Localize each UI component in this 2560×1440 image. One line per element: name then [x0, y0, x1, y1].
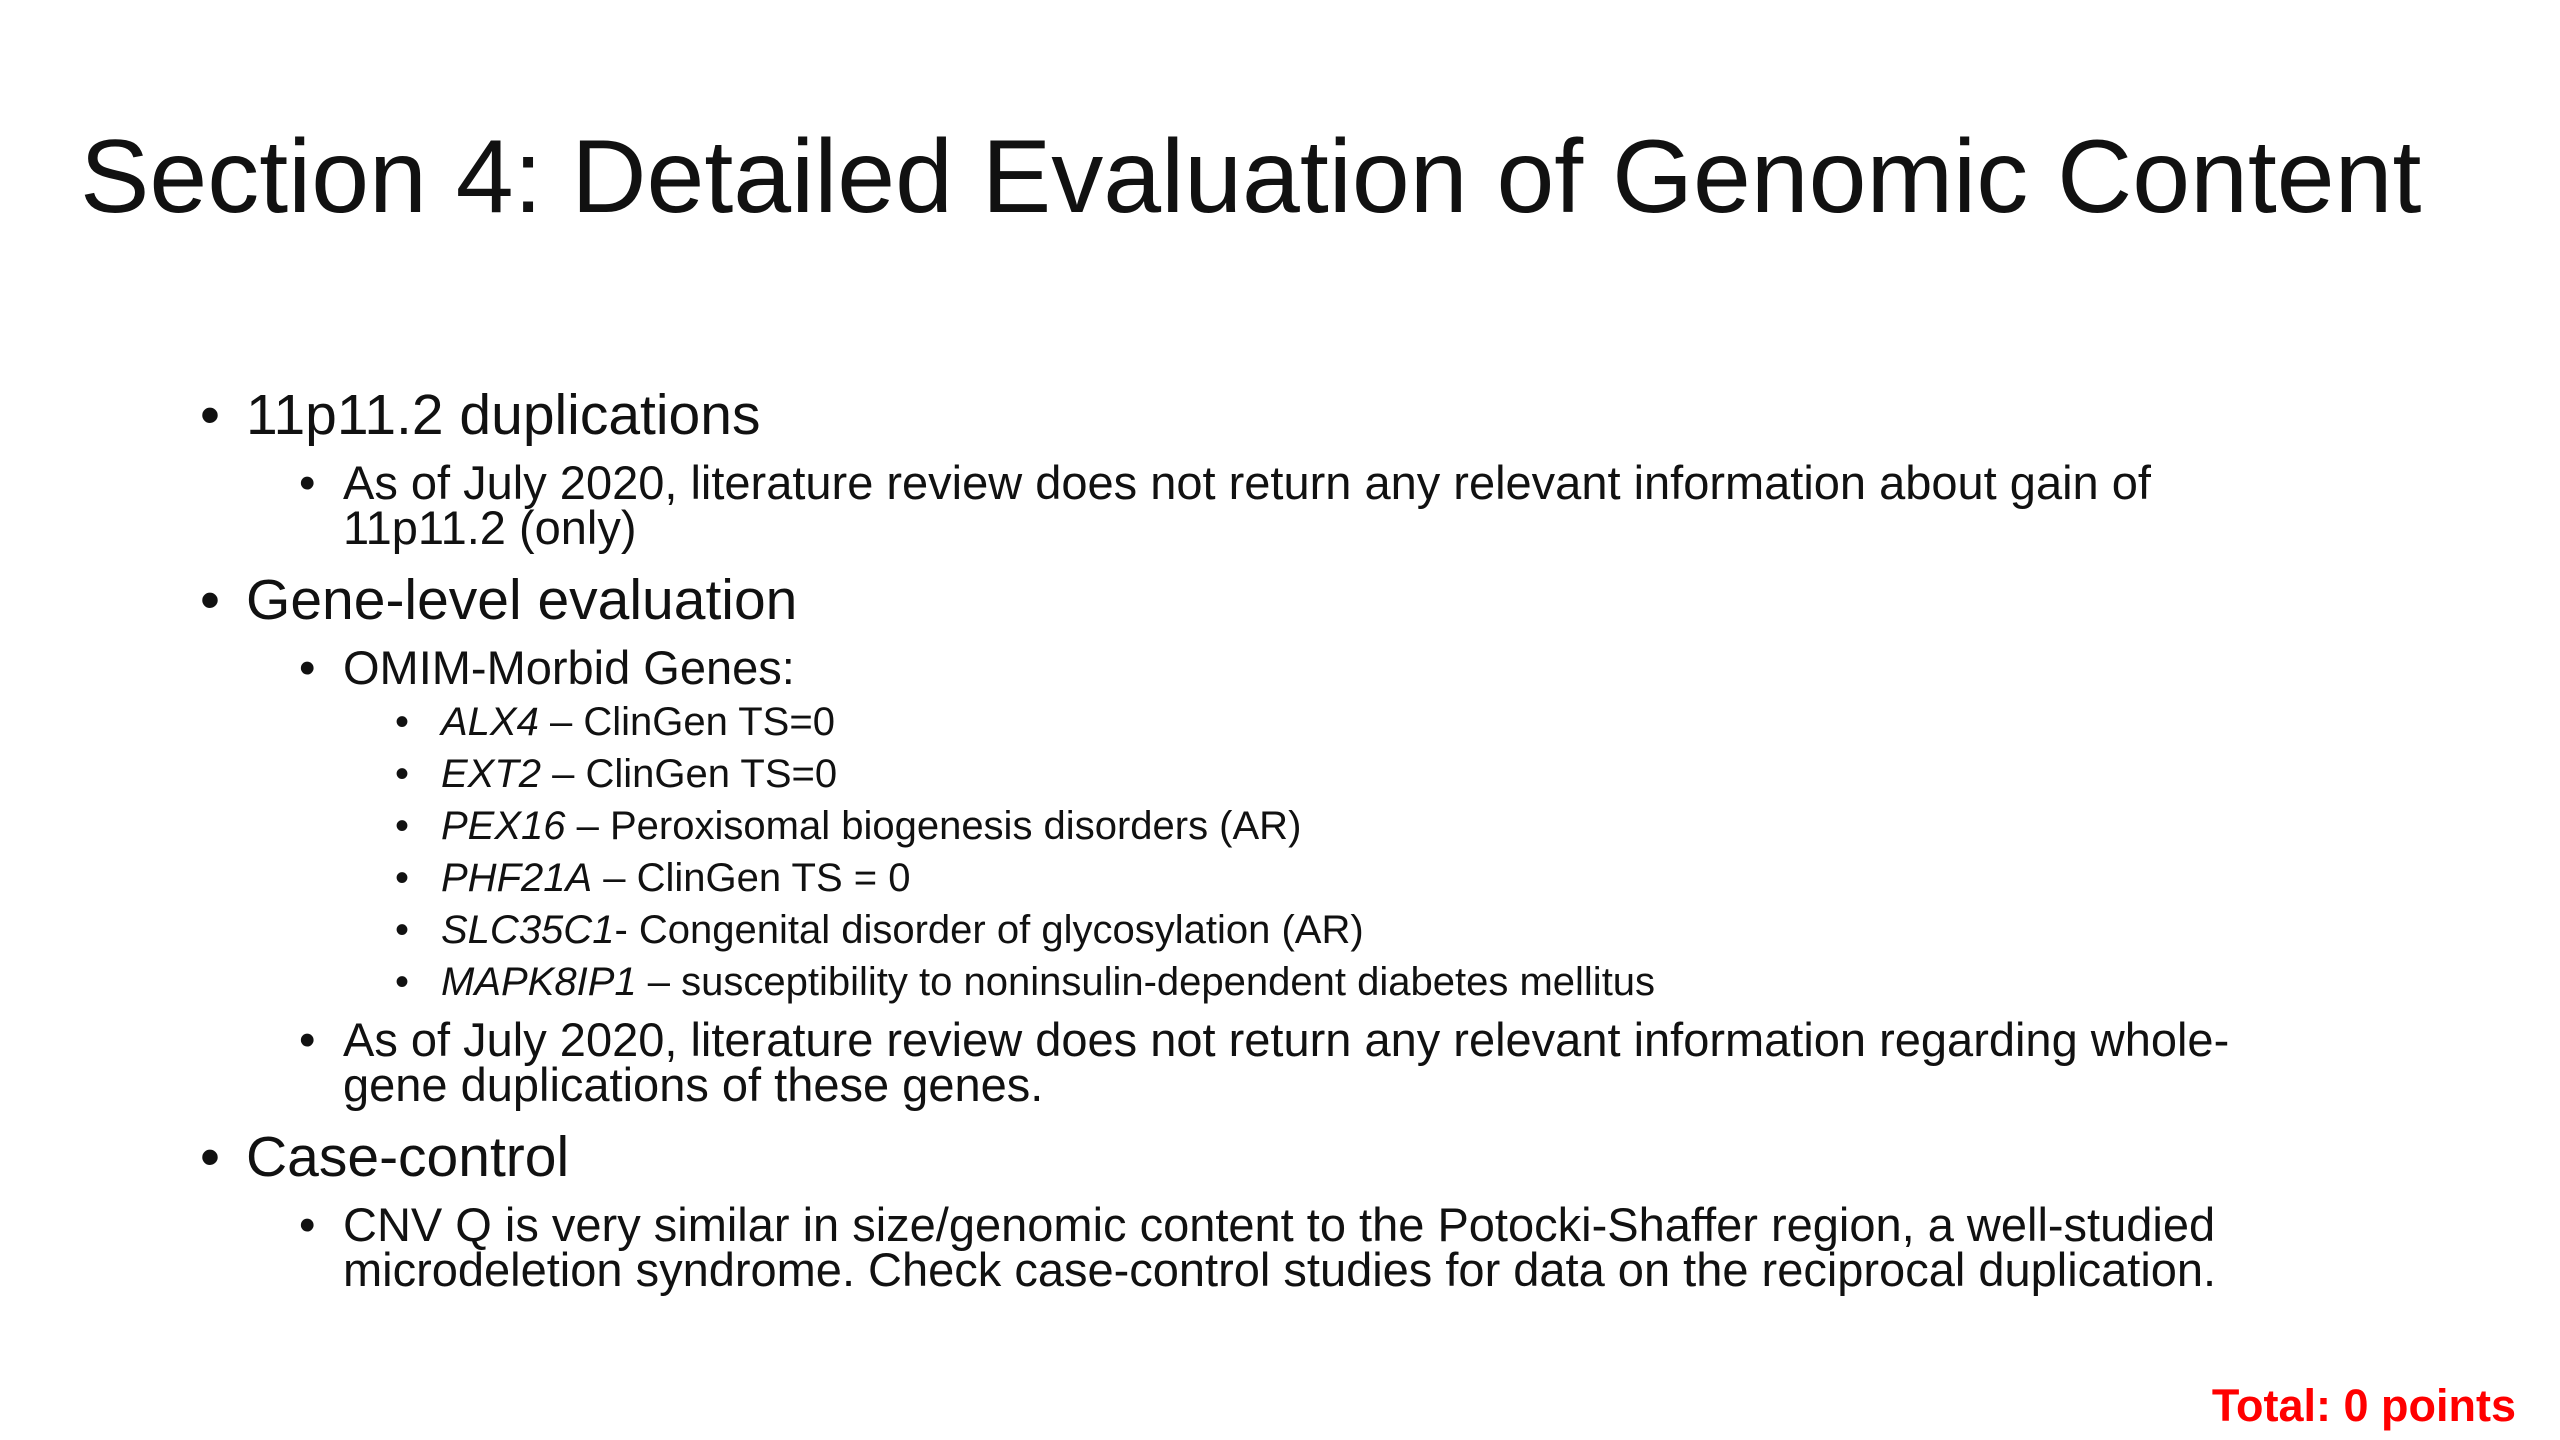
gene-note: – Peroxisomal biogenesis disorders (AR) [565, 804, 1302, 848]
bullet-text: 11p11.2 duplications [246, 383, 761, 447]
bullet-dot: • [395, 856, 410, 900]
bullet-text-line: microdeletion syndrome. Check case-control studies for data on the reciprocal duplication. [343, 1243, 2217, 1296]
total-points: Total: 0 points [2211, 1380, 2516, 1431]
gene-item-alx4 [395, 696, 835, 748]
gene-symbol: MAPK8IP1 [441, 960, 637, 1004]
bullet-dot: • [395, 804, 410, 848]
bullet-cnv-q-description [299, 1198, 2217, 1296]
bullet-dot: • [395, 700, 410, 744]
gene-item-pex16 [395, 800, 1302, 852]
gene-item-phf21a [395, 852, 911, 904]
bullet-dot: • [200, 568, 220, 632]
gene-item-ext2 [395, 748, 838, 800]
gene-note: - Congenital disorder of glycosylation (AR) [614, 908, 1364, 952]
bullet-text-line: As of July 2020, literature review does not return any relevant information about gain of [343, 456, 2151, 509]
bullet-case-control [200, 1125, 570, 1189]
gene-symbol: SLC35C1 [441, 908, 615, 952]
gene-note: – ClinGen TS=0 [541, 752, 838, 796]
bullet-text: Case-control [246, 1125, 570, 1189]
gene-item-slc35c1 [395, 904, 1364, 956]
gene-note: – ClinGen TS=0 [538, 700, 835, 744]
bullet-text: Gene-level evaluation [246, 568, 798, 632]
bullet-text-line: 11p11.2 (only) [343, 501, 637, 554]
bullet-dot: • [395, 960, 410, 1004]
gene-item-mapk8ip1 [395, 956, 1656, 1008]
gene-symbol: EXT2 [441, 752, 542, 796]
gene-symbol: PHF21A [441, 856, 593, 900]
bullet-literature-review-whole-gene [299, 1013, 2230, 1111]
slide-title: Section 4: Detailed Evaluation of Genomic Content [80, 119, 2422, 235]
gene-note: – susceptibility to noninsulin-dependent diabetes mellitus [636, 960, 1656, 1004]
bullet-dot: • [299, 1198, 316, 1251]
bullet-dot: • [299, 456, 316, 509]
gene-symbol: PEX16 [441, 804, 566, 848]
bullet-text-line: As of July 2020, literature review does not return any relevant information regarding whole- [343, 1013, 2230, 1066]
gene-note: – ClinGen TS = 0 [592, 856, 911, 900]
gene-symbol: ALX4 [441, 700, 539, 744]
bullet-text: OMIM-Morbid Genes: [343, 641, 795, 694]
bullet-dot: • [200, 383, 220, 447]
bullet-literature-review-gain [299, 456, 2151, 554]
bullet-gene-level-evaluation [200, 568, 798, 632]
bullet-dot: • [200, 1125, 220, 1189]
bullet-dot: • [299, 1013, 316, 1066]
bullet-dot: • [299, 641, 316, 694]
bullet-omim-morbid-genes [299, 641, 795, 694]
bullet-11p11-duplications [200, 383, 761, 447]
bullet-dot: • [395, 752, 410, 796]
bullet-text-line: gene duplications of these genes. [343, 1058, 1044, 1111]
bullet-dot: • [395, 908, 410, 952]
bullet-text-line: CNV Q is very similar in size/genomic content to the Potocki-Shaffer region, a well-studied [343, 1198, 2216, 1251]
